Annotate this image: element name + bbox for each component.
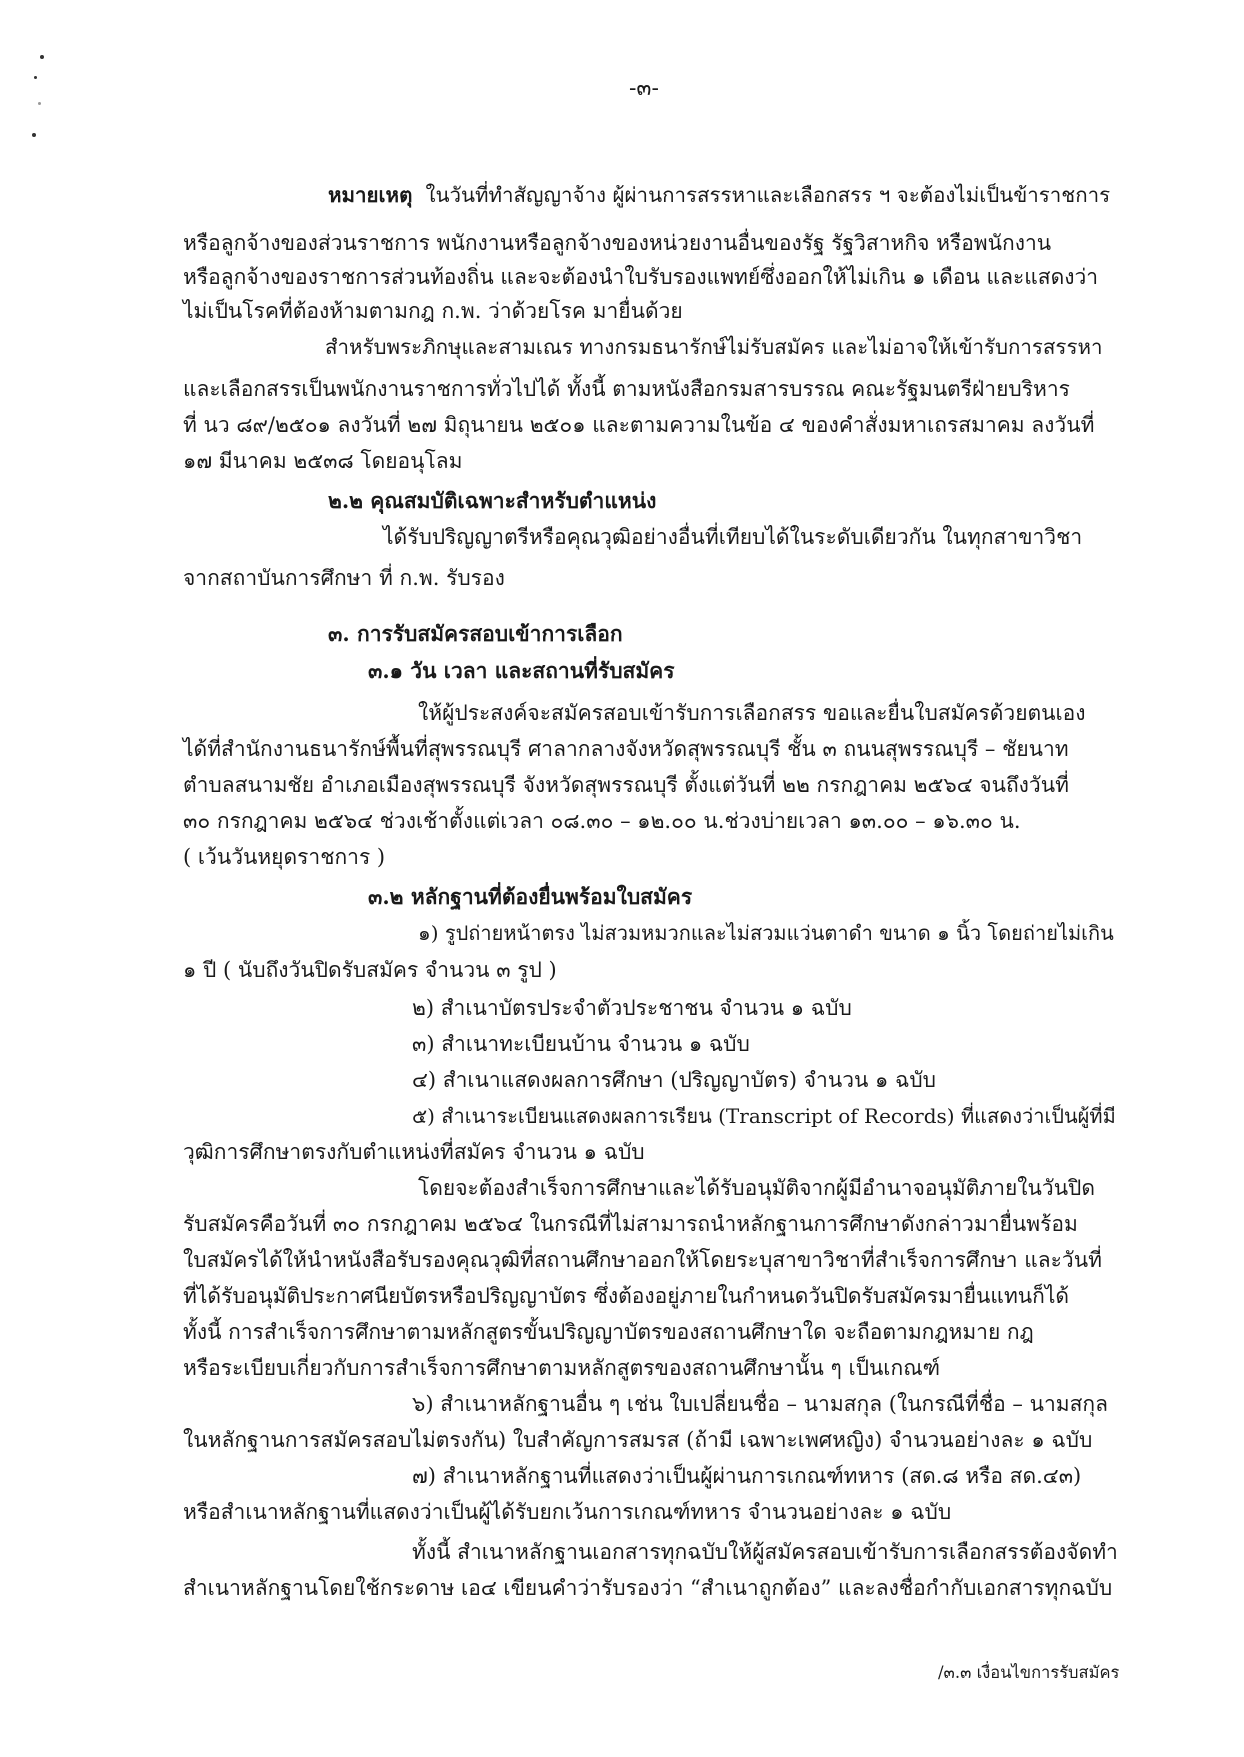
- section-2-2-line-2: จากสถาบันการศึกษา ที่ ก.พ. รับรอง: [183, 566, 505, 590]
- item-1-line-2: ๑ ปี ( นับถึงวันปิดรับสมัคร จำนวน ๓ รูป ): [183, 958, 557, 982]
- section-2-2-line-1: ได้รับปริญญาตรีหรือคุณวุฒิอย่างอื่นที่เทียบได้ในระดับเดียวกัน ในทุกสาขาวิชา: [383, 525, 1083, 549]
- monks-line-4: ๑๗ มีนาคม ๒๕๓๘ โดยอนุโลม: [183, 449, 463, 473]
- item-2: ๒) สำเนาบัตรประจำตัวประชาชน จำนวน ๑ ฉบับ: [412, 996, 852, 1020]
- section-3-1-line-5: ( เว้นวันหยุดราชการ ): [183, 845, 386, 869]
- item-6-line-2: ในหลักฐานการสมัครสอบไม่ตรงกัน) ใบสำคัญการสมรส (ถ้ามี เฉพาะเพศหญิง) จำนวนอย่างละ ๑ ฉบับ: [183, 1428, 1093, 1452]
- item-5-line-1: ๕) สำเนาระเบียนแสดงผลการเรียน (Transcript of Records) ที่แสดงว่าเป็นผู้ที่มี: [412, 1104, 1116, 1128]
- section-2-2-heading: ๒.๒ คุณสมบัติเฉพาะสำหรับตำแหน่ง: [328, 488, 657, 513]
- item-7-line-1: ๗) สำเนาหลักฐานที่แสดงว่าเป็นผู้ผ่านการเกณฑ์ทหาร (สด.๘ หรือ สด.๔๓): [412, 1464, 1082, 1488]
- monks-line-1: สำหรับพระภิกษุและสามเณร ทางกรมธนารักษ์ไม่รับสมัคร และไม่อาจให้เข้ารับการสรรหา: [325, 335, 1103, 359]
- page-number: -๓-: [629, 76, 659, 101]
- item-1-line-1: ๑) รูปถ่ายหน้าตรง ไม่สวมหมวกและไม่สวมแว่นตาดำ ขนาด ๑ นิ้ว โดยถ่ายไม่เกิน: [418, 921, 1114, 945]
- section-3-1-line-1: ให้ผู้ประสงค์จะสมัครสอบเข้ารับการเลือกสรร ขอและยื่นใบสมัครด้วยตนเอง: [418, 701, 1086, 725]
- section-3-1-heading: ๓.๑ วัน เวลา และสถานที่รับสมัคร: [368, 658, 675, 683]
- note-line-2: หรือลูกจ้างของส่วนราชการ พนักงานหรือลูกจ้างของหน่วยงานอื่นของรัฐ รัฐวิสาหกิจ หรือพนักงาน: [183, 231, 1052, 255]
- scan-speck: [40, 55, 44, 59]
- note-line-1: [328, 180, 1110, 210]
- scan-speck: [38, 102, 41, 105]
- education-para-line-4: ที่ได้รับอนุมัติประกาศนียบัตรหรือปริญญาบัตร ซึ่งต้องอยู่ภายในกำหนดวันปิดรับสมัครมายื่นแทนก็ได้: [183, 1284, 1070, 1308]
- education-para-line-2: รับสมัครคือวันที่ ๓๐ กรกฎาคม ๒๕๖๔ ในกรณีที่ไม่สามารถนำหลักฐานการศึกษาดังกล่าวมายื่นพร้อม: [183, 1212, 1078, 1236]
- monks-line-3: ที่ นว ๘๙/๒๕๐๑ ลงวันที่ ๒๗ มิถุนายน ๒๕๐๑ และตามความในข้อ ๔ ของคำสั่งมหาเถรสมาคม ลงวันที่: [183, 413, 1095, 437]
- education-para-line-6: หรือระเบียบเกี่ยวกับการสำเร็จการศึกษาตามหลักสูตรของสถานศึกษานั้น ๆ เป็นเกณฑ์: [183, 1356, 941, 1380]
- item-5-line-2: วุฒิการศึกษาตรงกับตำแหน่งที่สมัคร จำนวน ๑ ฉบับ: [183, 1140, 645, 1164]
- item-6-line-1: ๖) สำเนาหลักฐานอื่น ๆ เช่น ใบเปลี่ยนชื่อ – นามสกุล (ในกรณีที่ชื่อ – นามสกุล: [412, 1392, 1108, 1416]
- note-label: หมายเหตุ: [328, 183, 413, 207]
- education-para-line-3: ใบสมัครได้ให้นำหนังสือรับรองคุณวุฒิที่สถานศึกษาออกให้โดยระบุสาขาวิชาที่สำเร็จการศึกษา และวันที่: [183, 1248, 1102, 1272]
- scan-speck: [34, 76, 37, 79]
- final-para-line-2: สำเนาหลักฐานโดยใช้กระดาษ เอ๔ เขียนคำว่ารับรองว่า “สำเนาถูกต้อง” และลงชื่อกำกับเอกสารทุกฉบับ: [183, 1576, 1113, 1600]
- item-3: ๓) สำเนาทะเบียนบ้าน จำนวน ๑ ฉบับ: [412, 1032, 750, 1056]
- section-3-2-heading: ๓.๒ หลักฐานที่ต้องยื่นพร้อมใบสมัคร: [368, 884, 693, 909]
- item-4: ๔) สำเนาแสดงผลการศึกษา (ปริญญาบัตร) จำนวน ๑ ฉบับ: [412, 1068, 936, 1092]
- final-para-line-1: ทั้งนี้ สำเนาหลักฐานเอกสารทุกฉบับให้ผู้สมัครสอบเข้ารับการเลือกสรรต้องจัดทำ: [412, 1540, 1118, 1564]
- section-3-1-line-4: ๓๐ กรกฎาคม ๒๕๖๔ ช่วงเช้าตั้งแต่เวลา ๐๘.๓๐ – ๑๒.๐๐ น.ช่วงบ่ายเวลา ๑๓.๐๐ – ๑๖.๓๐ น.: [183, 809, 1021, 833]
- section-3-1-line-2: ได้ที่สำนักงานธนารักษ์พื้นที่สุพรรณบุรี ศาลากลางจังหวัดสุพรรณบุรี ชั้น ๓ ถนนสุพรรณบุรี – ชัยนาท: [183, 737, 1069, 761]
- section-3-heading: ๓. การรับสมัครสอบเข้าการเลือก: [328, 621, 623, 646]
- scan-speck: [32, 133, 36, 137]
- note-line-3: หรือลูกจ้างของราชการส่วนท้องถิ่น และจะต้องนำใบรับรองแพทย์ซึ่งออกให้ไม่เกิน ๑ เดือน และแสดงว่า: [183, 265, 1099, 289]
- note-line-4: ไม่เป็นโรคที่ต้องห้ามตามกฎ ก.พ. ว่าด้วยโรค มายื่นด้วย: [183, 299, 683, 323]
- continuation-marker: /๓.๓ เงื่อนไขการรับสมัคร: [938, 1663, 1120, 1682]
- note-line-1-text: ในวันที่ทำสัญญาจ้าง ผู้ผ่านการสรรหาและเลือกสรร ฯ จะต้องไม่เป็นข้าราชการ: [425, 183, 1111, 207]
- item-7-line-2: หรือสำเนาหลักฐานที่แสดงว่าเป็นผู้ได้รับยกเว้นการเกณฑ์ทหาร จำนวนอย่างละ ๑ ฉบับ: [183, 1500, 952, 1524]
- section-3-1-line-3: ตำบลสนามชัย อำเภอเมืองสุพรรณบุรี จังหวัดสุพรรณบุรี ตั้งแต่วันที่ ๒๒ กรกฎาคม ๒๕๖๔ จนถึงวันที่: [183, 773, 1069, 797]
- education-para-line-5: ทั้งนี้ การสำเร็จการศึกษาตามหลักสูตรขั้นปริญญาบัตรของสถานศึกษาใด จะถือตามกฎหมาย กฎ: [183, 1320, 1034, 1344]
- monks-line-2: และเลือกสรรเป็นพนักงานราชการทั่วไปได้ ทั้งนี้ ตามหนังสือกรมสารบรรณ คณะรัฐมนตรีฝ่ายบริหาร: [183, 377, 1070, 401]
- education-para-line-1: โดยจะต้องสำเร็จการศึกษาและได้รับอนุมัติจากผู้มีอำนาจอนุมัติภายในวันปิด: [418, 1176, 1096, 1200]
